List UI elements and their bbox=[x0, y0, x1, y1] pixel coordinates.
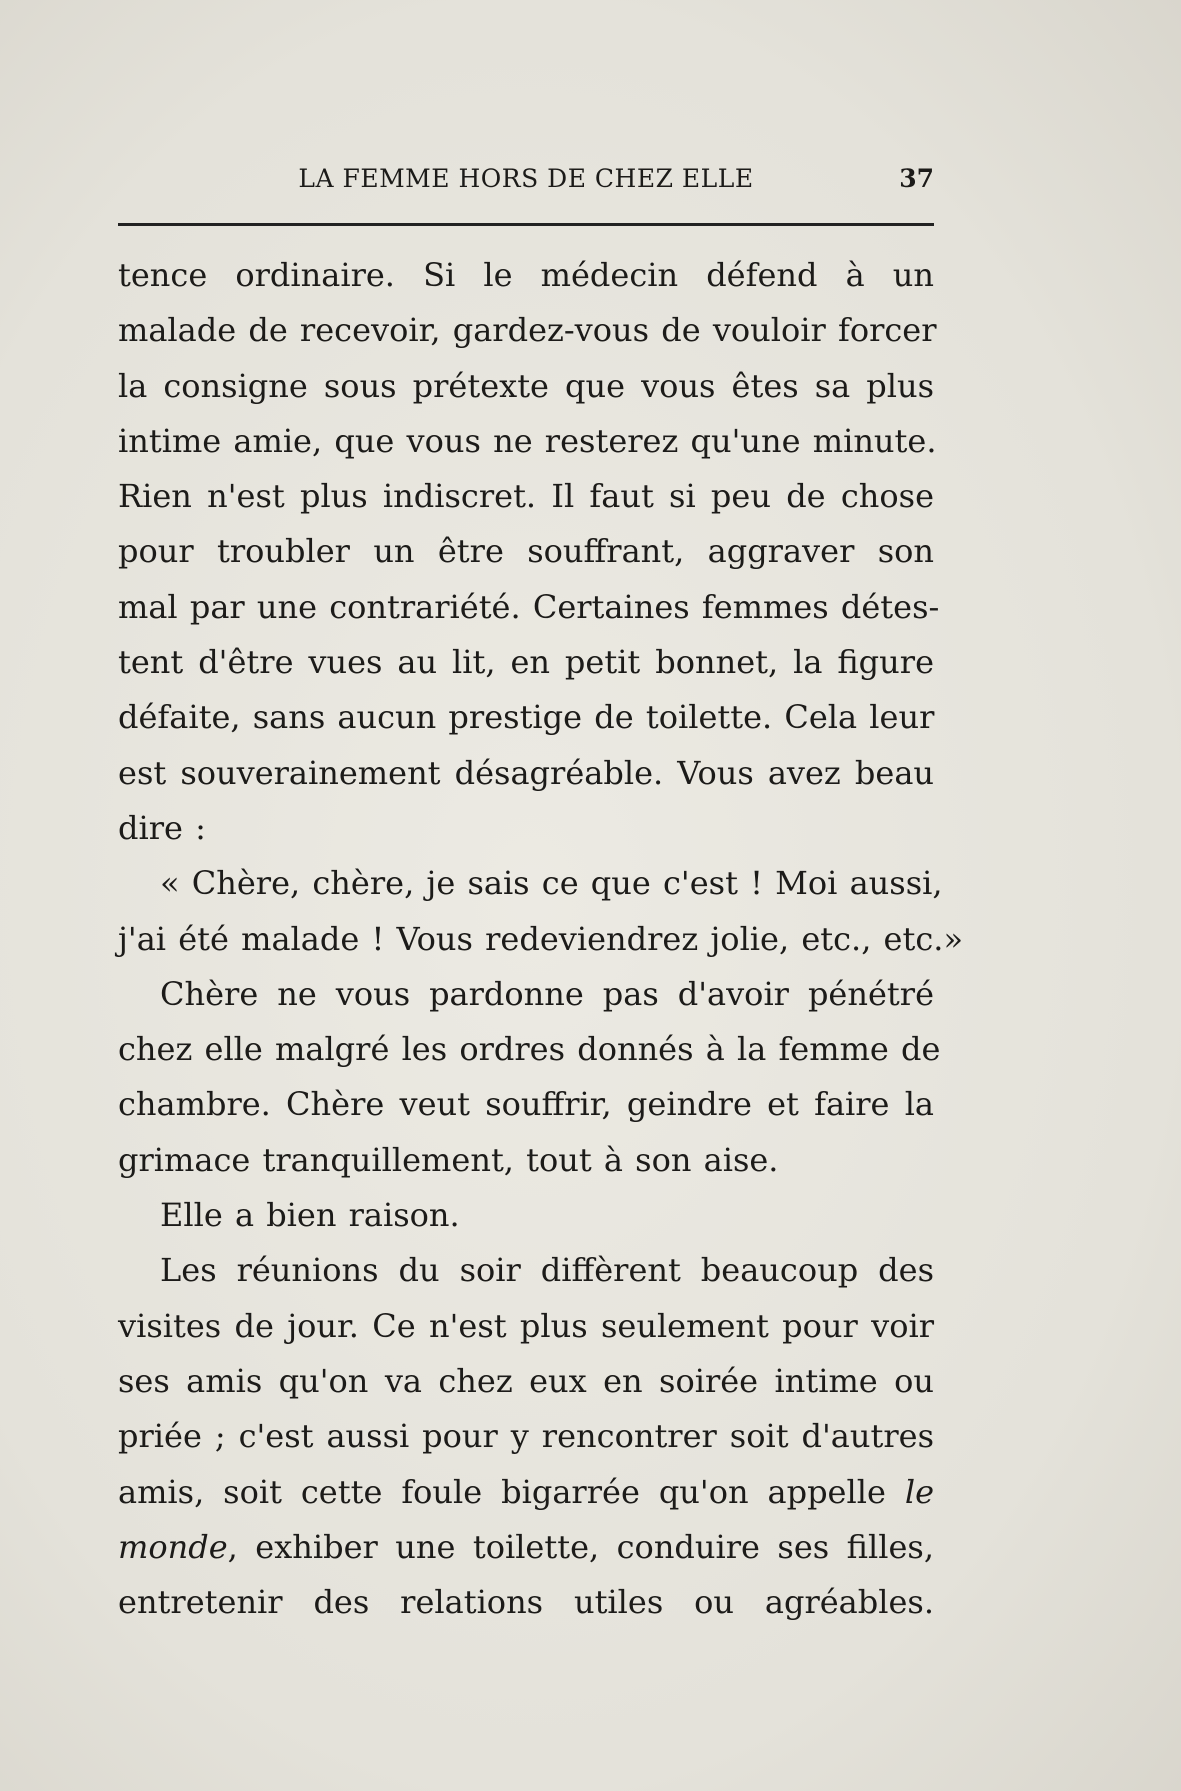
text-line: est souverainement désagréable. Vous avez beau bbox=[118, 753, 934, 792]
text-line: la consigne sous prétexte que vous êtes sa plus bbox=[118, 366, 934, 405]
text-line: visites de jour. Ce n'est plus seulement pour voir bbox=[118, 1306, 934, 1345]
text-line: chambre. Chère veut souffrir, geindre et faire la bbox=[118, 1085, 934, 1124]
text-line: défaite, sans aucun prestige de toilette. Cela leur bbox=[118, 698, 935, 737]
text-line: entretenir des relations utiles ou agréables. bbox=[118, 1583, 934, 1622]
page-header bbox=[118, 160, 934, 200]
text-line: « Chère, chère, je sais ce que c'est ! Moi aussi, bbox=[160, 864, 943, 903]
italic-word: le bbox=[904, 1472, 935, 1511]
text-line: grimace tranquillement, tout à son aise. bbox=[118, 1140, 779, 1179]
text-line: malade de recevoir, gardez-vous de vouloir forcer bbox=[118, 311, 937, 350]
text-line: chez elle malgré les ordres donnés à la femme de bbox=[118, 1030, 941, 1069]
text-line: mal par une contrariété. Certaines femmes détes- bbox=[118, 587, 940, 626]
text-line: Rien n'est plus indiscret. Il faut si peu de chose bbox=[118, 477, 934, 516]
line-text: amis, soit cette foule bigarrée qu'on appelle bbox=[118, 1472, 886, 1511]
text-line: pour troubler un être souffrant, aggraver son bbox=[118, 532, 934, 571]
header-rule bbox=[118, 223, 934, 226]
body-text bbox=[118, 248, 964, 1630]
text-line: ses amis qu'on va chez eux en soirée intime ou bbox=[118, 1361, 934, 1400]
text-line: dire : bbox=[118, 808, 206, 847]
running-title: LA FEMME HORS DE CHEZ ELLE bbox=[298, 164, 754, 193]
italic-word: monde bbox=[118, 1527, 228, 1566]
text-line: tence ordinaire. Si le médecin défend à un bbox=[118, 256, 934, 294]
text-line bbox=[118, 1465, 934, 1520]
text-line: j'ai été malade ! Vous redeviendrez jolie, etc., etc.» bbox=[118, 919, 964, 958]
text-line: intime amie, que vous ne resterez qu'une minute. bbox=[118, 421, 937, 460]
text-line: tent d'être vues au lit, en petit bonnet, la figure bbox=[118, 643, 934, 682]
text-line bbox=[118, 1520, 934, 1575]
text-line: priée ; c'est aussi pour y rencontrer soit d'autres bbox=[118, 1417, 934, 1456]
page-number: 37 bbox=[899, 164, 934, 193]
text-line: Elle a bien raison. bbox=[160, 1196, 460, 1235]
text-line: Chère ne vous pardonne pas d'avoir pénétré bbox=[160, 974, 934, 1013]
line-text: , exhiber une toilette, conduire ses filles, bbox=[227, 1527, 934, 1566]
text-line: Les réunions du soir diffèrent beaucoup des bbox=[160, 1251, 934, 1290]
